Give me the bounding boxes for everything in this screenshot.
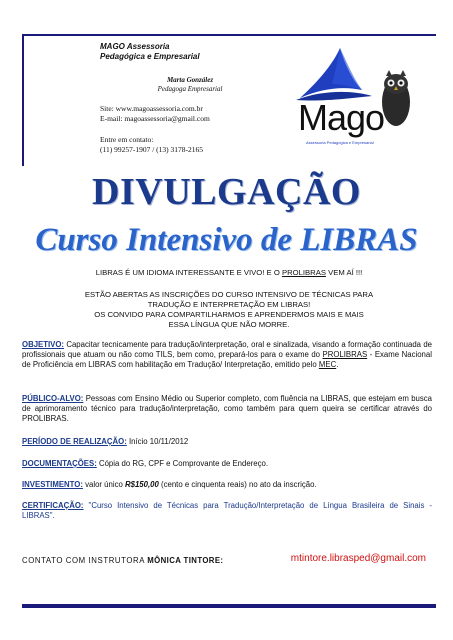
mago-logo	[292, 40, 422, 160]
documentacoes-text: Cópia do RG, CPF e Comprovante de Endereço.	[98, 459, 268, 468]
objetivo-text-2: - Exame Nacional de Proficiência em LIBRAS com habilitação em Tradução/ Interpretação, emitido pelo	[22, 350, 432, 370]
intro-paragraph	[22, 290, 436, 330]
periodo-label: PERÍODO DE REALIZAÇÃO:	[22, 437, 127, 446]
intro-p2-line3: OS CONVIDO PARA COMPARTILHARMOS E APRENDERMOS MAIS E MAIS	[94, 310, 364, 319]
objetivo-text-3: .	[336, 360, 339, 370]
company-subtitle: Pedagógica e Empresarial	[100, 52, 200, 61]
objetivo-prolibras: PROLIBRAS	[322, 350, 368, 360]
objetivo-label: OBJETIVO:	[22, 340, 65, 349]
investimento-text-2: (cento e cinquenta reais) no ato da inscrição.	[161, 480, 317, 489]
phone-numbers: (11) 99257-1907 / (13) 3178-2165	[100, 145, 204, 154]
letterhead	[100, 42, 300, 154]
person-block	[100, 76, 280, 94]
certificacao-section	[22, 501, 432, 521]
intro-line	[22, 268, 436, 278]
publico-label: PÚBLICO-ALVO:	[22, 394, 84, 403]
intro-p2-line1: ESTÃO ABERTAS AS INSCRIÇÕES DO CURSO INTENSIVO DE TÉCNICAS PARA	[84, 290, 374, 299]
objetivo-section	[22, 340, 432, 370]
documentacoes-label: DOCUMENTAÇÕES:	[22, 459, 97, 468]
publico-text: Pessoas com Ensino Médio ou Superior completo, com fluência na LIBRAS, que estejam em busca de aprimoramento técnico para tradução/interpretação, como também para quem queira se certificar através do PROLIBRAS.	[22, 394, 432, 424]
person-name: Marta González	[166, 76, 214, 84]
investimento-section	[22, 480, 432, 490]
investimento-label: INVESTIMENTO:	[22, 480, 83, 489]
intro-text-c: VEM AÍ !!!	[328, 268, 363, 277]
intro-text-a: LIBRAS É UM IDIOMA INTERESSANTE E VIVO! E O	[95, 268, 280, 277]
investimento-value: R$150,00	[125, 480, 159, 489]
page-title: DIVULGAÇÃO	[92, 171, 361, 213]
publico-section	[22, 394, 432, 424]
instructor-email-link[interactable]: mtintore.librasped@gmail.com	[290, 553, 426, 564]
contact-phone-block	[100, 135, 203, 155]
email-text: E-mail: magoassessoria@gmail.com	[100, 114, 210, 123]
contact-web	[100, 104, 210, 124]
periodo-text: Início 10/11/2012	[129, 437, 189, 446]
intro-p2-line4: ESSA LÍNGUA QUE NÃO MORRE.	[168, 320, 290, 329]
documentacoes-section	[22, 459, 432, 469]
logo-tagline: Assessoria Pedagógica e Empresarial	[306, 140, 374, 145]
page-subtitle: Curso Intensivo de LIBRAS	[35, 222, 418, 258]
certificacao-label: CERTIFICAÇÃO:	[22, 501, 84, 510]
intro-prolibras: PROLIBRAS	[281, 268, 326, 277]
objetivo-mec: MEC	[318, 360, 337, 370]
person-role: Pedagoga Empresarial	[157, 85, 223, 93]
intro-p2-line2: TRADUÇÃO E INTERPRETAÇÃO EM LIBRAS!	[147, 300, 311, 309]
contact-label: Entre em contato:	[100, 135, 154, 144]
contato-text: CONTATO COM INSTRUTORA	[22, 556, 146, 565]
contato-name: MÔNICA TINTORE:	[147, 556, 224, 565]
investimento-text-1: valor único	[85, 480, 123, 489]
bottom-border-line	[22, 604, 436, 608]
top-border-line	[22, 34, 436, 36]
contato-section	[22, 553, 432, 566]
objetivo-text-1: Capacitar tecnicamente para tradução/interpretação, oral e sinalizada, visando a formação continuada de profissionais que atuam ou não como TILS, bem como, prepará-los para o exame do	[22, 340, 432, 360]
website-text: Site: www.magoassessoria.com.br	[100, 104, 203, 113]
logo-wordmark: Mago	[298, 97, 385, 138]
periodo-section	[22, 437, 432, 447]
company-name: MAGO Assessoria	[100, 42, 170, 51]
left-border-line	[22, 34, 24, 166]
certificacao-text: "Curso Intensivo de Técnicas para Tradução/Interpretação de Língua Brasileira de Sinais - LIBRAS".	[22, 501, 433, 521]
